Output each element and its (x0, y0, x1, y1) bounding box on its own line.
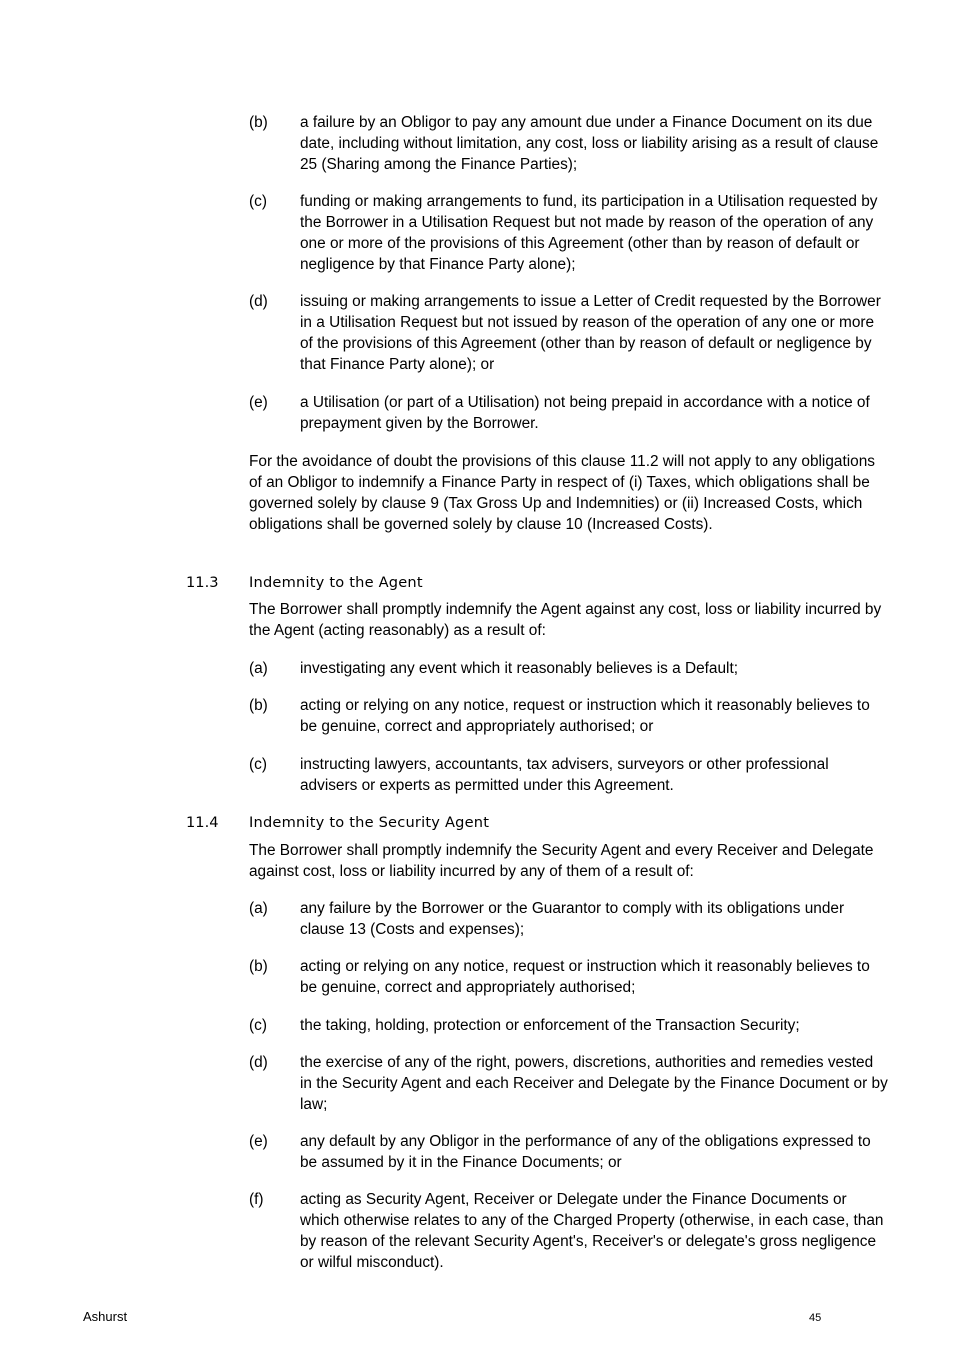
clause-intro-11-4: The Borrower shall promptly indemnify the Security Agent and every Receiver and Delegate against cost, loss or liability incurred by any of them of a result of: (249, 842, 874, 880)
clause-11-4-item-e (249, 1131, 889, 1173)
list-label: (a) (249, 900, 268, 917)
clause-number: 11.4 (186, 814, 219, 831)
clause-11-3-item-b (249, 695, 889, 737)
clause-11-3-item-c (249, 754, 889, 796)
list-label: (c) (249, 1017, 267, 1034)
list-text: funding or making arrangements to fund, its participation in a Utilisation requested by the Borrower in a Utilisation Request but not made by reason of the operation of any one or more of the provisions of this Agreement (other than by reason of default or negligence by that Finance Party alone); (300, 193, 878, 273)
list-label: (d) (249, 1054, 268, 1071)
list-text: investigating any event which it reasonably believes is a Default; (300, 660, 739, 677)
list-item-c (249, 191, 889, 275)
avoidance-paragraph: For the avoidance of doubt the provisions of this clause 11.2 will not apply to any obligations of an Obligor to indemnify a Finance Party in respect of (i) Taxes, which obligations shall be governed solely by clause 9 (Tax Gross Up and Indemnities) or (ii) Increased Costs, which obligations shall be governed solely by clause 10 (Increased Costs). (249, 453, 875, 533)
list-text: the taking, holding, protection or enforcement of the Transaction Security; (300, 1017, 800, 1034)
list-text: acting as Security Agent, Receiver or Delegate under the Finance Documents or which otherwise relates to any of the Charged Property (otherwise, in each case, than by reason of the relevant Security Agent's, Receiver's or delegate's gross negligence or wilful misconduct). (300, 1191, 884, 1271)
list-item-b (249, 112, 889, 175)
clause-11-4-item-a (249, 898, 889, 940)
list-label: (b) (249, 958, 268, 975)
clause-intro-11-3: The Borrower shall promptly indemnify the Agent against any cost, loss or liability incurred by the Agent (acting reasonably) as a result of: (249, 601, 882, 639)
list-text: the exercise of any of the right, powers, discretions, authorities and remedies vested in the Security Agent and each Receiver and Delegate by the Finance Document or by law; (300, 1054, 888, 1113)
footer-page-number: 45 (809, 1312, 822, 1324)
list-text: instructing lawyers, accountants, tax advisers, surveyors or other professional advisers or experts as permitted under this Agreement. (300, 756, 829, 794)
list-item-e (249, 392, 889, 434)
clause-11-4-item-b (249, 956, 889, 998)
list-text: a Utilisation (or part of a Utilisation) not being prepaid in accordance with a notice of prepayment given by the Borrower. (300, 394, 870, 432)
list-item-d (249, 291, 889, 375)
clause-heading-11-4 (186, 812, 886, 833)
list-text: any failure by the Borrower or the Guarantor to comply with its obligations under clause 13 (Costs and expenses); (300, 900, 845, 938)
list-label: (a) (249, 660, 268, 677)
clause-title: Indemnity to the Agent (249, 574, 423, 591)
list-label: (b) (249, 697, 268, 714)
list-text: a failure by an Obligor to pay any amount due under a Finance Document on its due date, including without limitation, any cost, loss or liability arising as a result of clause 25 (Sharing among the Finance Parties); (300, 114, 879, 173)
clause-11-3-item-a (249, 658, 889, 679)
clause-11-4-item-c (249, 1015, 889, 1036)
list-text: acting or relying on any notice, request or instruction which it reasonably believes to be genuine, correct and appropriately authorised; (300, 958, 870, 996)
clause-title: Indemnity to the Security Agent (249, 814, 490, 831)
list-label: (e) (249, 394, 268, 411)
clause-number: 11.3 (186, 574, 219, 591)
list-label: (b) (249, 114, 268, 131)
list-label: (f) (249, 1191, 264, 1208)
clause-11-4-item-f (249, 1189, 889, 1273)
clause-heading-11-3 (186, 572, 886, 593)
list-label: (c) (249, 756, 267, 773)
list-label: (c) (249, 193, 267, 210)
clause-11-4-item-d (249, 1052, 889, 1115)
list-label: (e) (249, 1133, 268, 1150)
list-text: acting or relying on any notice, request or instruction which it reasonably believes to be genuine, correct and appropriately authorised; or (300, 697, 870, 735)
list-text: any default by any Obligor in the performance of any of the obligations expressed to be assumed by it in the Finance Documents; or (300, 1133, 871, 1171)
list-text: issuing or making arrangements to issue a Letter of Credit requested by the Borrower in a Utilisation Request but not issued by reason of the operation of any one or more of the provisions of this Agreement (other than by reason of default or negligence by that Finance Party alone); or (300, 293, 881, 373)
footer-firm-name: Ashurst (83, 1309, 128, 1324)
list-label: (d) (249, 293, 268, 310)
